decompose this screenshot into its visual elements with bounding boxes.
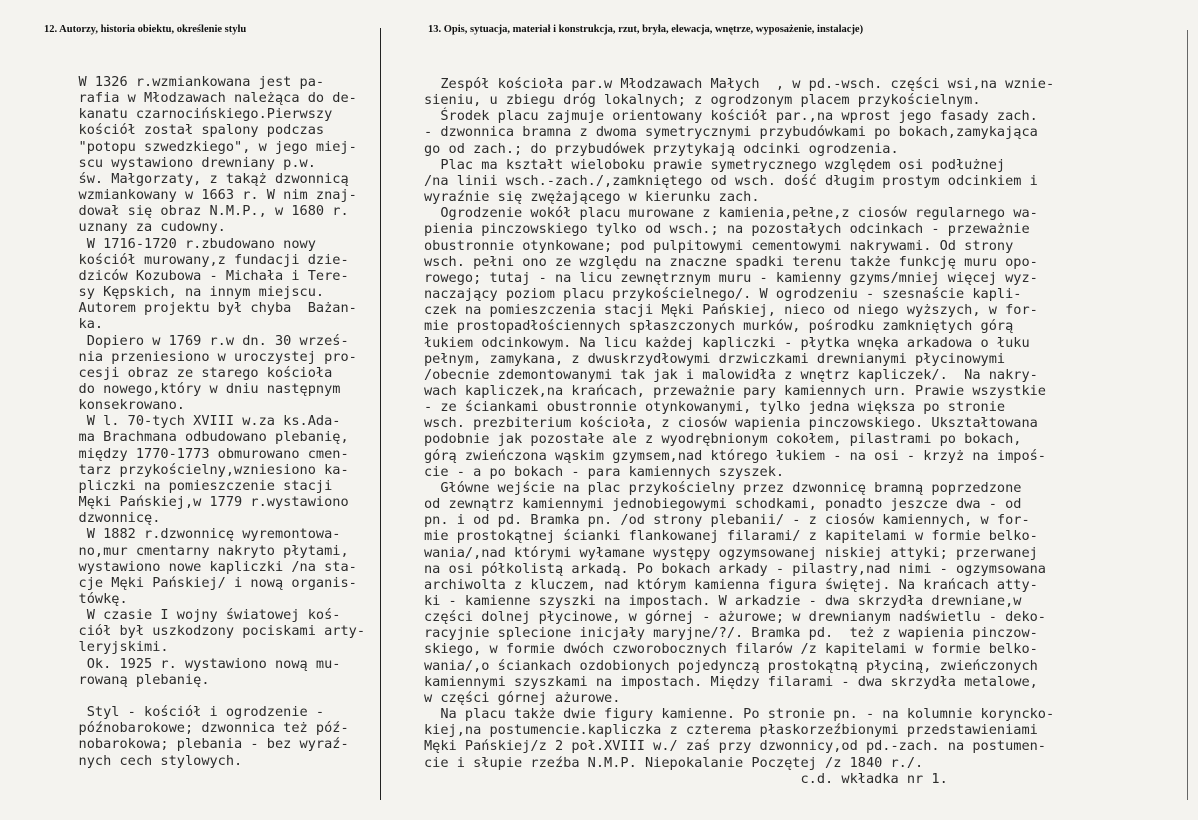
text-line: cje Męki Pańskiej/ i nową organis- <box>54 574 357 591</box>
text-line: sy Kępskich, na innym miejscu. <box>54 284 325 301</box>
text-line: Styl - kościół i ogrodzenie - <box>54 704 325 721</box>
text-line: mie prostopadłościennych spłaszczonych murków, pośrodku zamkniętych górą <box>424 318 1014 335</box>
text-line: racyjnie splecione inicjały maryjne/?/. Bramka pd. też z wapienia pinczow- <box>424 625 1038 642</box>
text-line: Męki Pańskiej/z 2 poł.XVIII w./ zaś przy dzwonnicy,od pd.-zach. na postumen- <box>424 738 1046 755</box>
text-line: Główne wejście na plac przykościelny przez dzwonnicę bramną poprzedzone <box>424 479 1022 496</box>
text-line: tówkę. <box>54 591 128 607</box>
text-line: W 1882 r.dzwonnicę wyremontowa- <box>54 526 341 543</box>
text-line: nobarokowa; plebania - bez wyraź- <box>54 736 349 753</box>
text-line: kościół murowany,z fundacji dzie- <box>54 251 349 268</box>
text-line: Dopiero w 1769 r.w dn. 30 wrześ- <box>54 332 349 349</box>
text-line: W czasie I wojny światowej koś- <box>54 607 341 624</box>
text-line: cesji obraz ze starego kościoła <box>54 364 333 381</box>
text-line: ma Brachmana odbudowano plebanię, <box>54 429 349 446</box>
text-line: Męki Pańskiej,w 1779 r.wystawiono <box>54 494 349 511</box>
description-text-column <box>424 76 1188 787</box>
text-line: podobnie jak pozostałe ale z wyodrębnionym cokołem, pilastrami po bokach, <box>424 431 1022 448</box>
text-line: ka. <box>54 316 104 333</box>
text-line: dziców Kozubowa - Michała i Tere- <box>54 267 349 284</box>
text-line: sieniu, u zbiegu dróg lokalnych; z ogrodzonym placem przykościelnym. <box>424 92 981 109</box>
text-line: do nowego,który w dniu następnym <box>54 380 341 397</box>
text-line: wach kapliczek,na krańcach, przeważnie pary kamiennych urn. Prawie wszystkie <box>424 382 1046 399</box>
text-line: kościół został spalony podczas <box>54 122 325 139</box>
text-line: Zespół kościoła par.w Młodzawach Małych , w pd.-wsch. części wsi,na wznie- <box>424 76 1055 92</box>
text-line: W 1716-1720 r.zbudowano nowy <box>54 235 316 252</box>
text-line: pełnym, zamykana, z dwuskrzydłowymi drzwiczkami drewnianymi płycinowymi <box>424 350 1006 367</box>
text-line: archiwolta z kluczem, nad którym kamienna figura świętej. Na krańcach atty- <box>424 576 1038 593</box>
text-line: na osi półkolistą arkadą. Po bokach arkady - pilastry,nad nimi - ogzymsowana <box>424 560 1046 577</box>
section-12-header: 12. Autorzy, historia obiektu, określenie stylu <box>44 24 247 35</box>
text-line: rowego; tutaj - na licu zewnętrznym muru - kamienny gzyms/mniej więcej wyz- <box>424 269 1038 286</box>
text-line: leryjskimi. <box>54 639 169 656</box>
text-line: nych cech stylowych. <box>54 752 243 769</box>
text-line: pienia pinczowskiego tylko od wsch.; na pozostałych odcinkach - przeważnie <box>424 221 1030 238</box>
text-line: uznany za cudowny. <box>54 219 226 236</box>
text-line: wania/,o ściankach ozdobionych pojedynczą prostokątną płyciną, zwieńczonych <box>424 657 1038 674</box>
text-line: od zewnątrz kamiennymi jednobiegowymi schodkami, ponadto jeszcze dwa - od <box>424 496 1022 513</box>
text-line: skiego, w formie dwóch czworobocznych filarów /z kapitelami w formie belko- <box>424 641 1038 658</box>
text-line: wystawiono nowe kapliczki /na sta- <box>54 558 357 575</box>
text-line: Plac ma kształt wieloboku prawie symetrycznego względem osi podłużnej <box>424 156 1006 173</box>
text-line: części dolnej płycinowe, w górnej - ażurowe; w drewnianym nadświetlu - deko- <box>424 609 1046 626</box>
text-line: górą zwieńczona wąskim gzymsem,nad którego łukiem - na osi - krzyż na impoś- <box>424 447 1046 464</box>
text-line: "potopu szwedzkiego", w jego miej- <box>54 138 357 155</box>
text-line: Środek placu zajmuje orientowany kościół par.,na wprost jego fasady zach. <box>424 108 1038 125</box>
text-line: no,mur cmentarny nakryto płytami, <box>54 542 349 559</box>
text-line: św. Małgorzaty, z takąż dzwonnicą <box>54 170 349 187</box>
text-line: W 1326 r.wzmiankowana jest pa- <box>54 74 325 90</box>
text-line: naczający poziom placu przykościelnego/. W ogrodzeniu - szesnaście kapli- <box>424 286 1022 303</box>
text-line: scu wystawiono drewniany p.w. <box>54 154 316 171</box>
section-13-header: 13. Opis, sytuacja, materiał i konstrukcja, rzut, bryła, elewacja, wnętrze, wyposażenie, instalacje) <box>428 24 864 35</box>
text-line: rowaną plebanię. <box>54 671 210 688</box>
text-line: W l. 70-tych XVIII w.za ks.Ada- <box>54 413 341 430</box>
text-line: kanatu czarnocińskiego.Pierwszy <box>54 106 333 123</box>
text-line: wzmiankowany w 1663 r. W nim znaj- <box>54 187 357 204</box>
text-line: - dzwonnica bramna z dwoma symetrycznymi przybudówkami po bokach,zamykająca <box>424 124 1038 141</box>
text-line: pliczki na pomieszczenie stacji <box>54 477 333 494</box>
text-line: obustronnie otynkowane; pod pulpitowymi cementowymi nakrywami. Od strony <box>424 237 1014 254</box>
text-line: łukiem odcinkowym. Na licu każdej kapliczki - płytka wnęka arkadowa o łuku <box>424 334 1030 351</box>
text-line: /na linii wsch.-zach./,zamkniętego od wsch. dość długim prostym odcinkiem i <box>424 172 1038 189</box>
text-line: c.d. wkładka nr 1. <box>424 770 948 787</box>
text-line: późnobarokowe; dzwonnica też póź- <box>54 720 349 737</box>
text-line: konsekrowano. <box>54 397 185 414</box>
text-line: tarz przykościelny,wzniesiono ka- <box>54 461 349 478</box>
text-line: między 1770-1773 obmurowano cmen- <box>54 445 349 462</box>
text-line: Autorem projektu był chyba Bażan- <box>54 300 357 317</box>
text-line: cie - a po bokach - para kamiennych szyszek. <box>424 463 785 480</box>
text-line: ciół był uszkodzony pociskami arty- <box>54 623 365 640</box>
text-line <box>54 688 384 704</box>
text-line: go od zach.; do przybudówek przytykają odcinki ogrodzenia. <box>424 140 899 157</box>
text-line: /obecnie zdemontowanymi tak jak i malowidła z wnętrz kapliczek/. Na nakry- <box>424 366 1038 383</box>
text-line: Ogrodzenie wokół placu murowane z kamienia,pełne,z ciosów regularnego wa- <box>424 205 1038 222</box>
text-line: nia przeniesiono w uroczystej pro- <box>54 348 357 365</box>
text-line: - ze ściankami obustronnie otynkowanymi, tylko jedna większa po stronie <box>424 399 1006 416</box>
text-line: Na placu także dwie figury kamienne. Po stronie pn. - na kolumnie koryncko- <box>424 706 1055 723</box>
text-line: wyraźnie się zwężającego w kierunku zach. <box>424 189 760 206</box>
text-line: mie prostokątnej ścianki flankowanej filarami/ z kapitelami w formie belko- <box>424 528 1038 545</box>
text-line: wsch. prezbiterium kościoła, z ciosów wapienia pinczowskiego. Ukształtowana <box>424 415 1038 432</box>
text-line: kiej,na postumencie.kapliczka z czterema płaskorzeźbionymi przedstawieniami <box>424 722 1038 739</box>
history-text-column <box>54 74 384 769</box>
text-line: rafia w Młodzawach należąca do de- <box>54 90 357 107</box>
text-line: dował się obraz N.M.P., w 1680 r. <box>54 203 349 220</box>
text-line: wania/,nad którymi wyłamane występy ogzymsowanej niskiej attyki; przerwanej <box>424 544 1038 561</box>
text-line: Ok. 1925 r. wystawiono nową mu- <box>54 655 341 672</box>
text-line: w części górnej ażurowe. <box>424 689 621 706</box>
text-line: czek na pomieszczenia stacji Męki Pańskiej, nieco od niego wyższych, w for- <box>424 302 1038 319</box>
text-line: dzwonnicę. <box>54 510 161 527</box>
text-line: cie i słupie rzeźba N.M.P. Niepokalanie Poczętej /z 1840 r./. <box>424 754 924 771</box>
text-line: wsch. pełni ono ze względu na znaczne spadki terenu także funkcję muru opo- <box>424 253 1038 270</box>
text-line: pn. i od pd. Bramka pn. /od strony plebanii/ - z ciosów kamiennych, w for- <box>424 512 1030 529</box>
text-line: ki - kamienne szyszki na impostach. W arkadzie - dwa skrzydła drewniane,w <box>424 593 1022 609</box>
text-line: kamiennymi szyszkami na impostach. Między filarami - dwa skrzydła metalowe, <box>424 673 1038 690</box>
